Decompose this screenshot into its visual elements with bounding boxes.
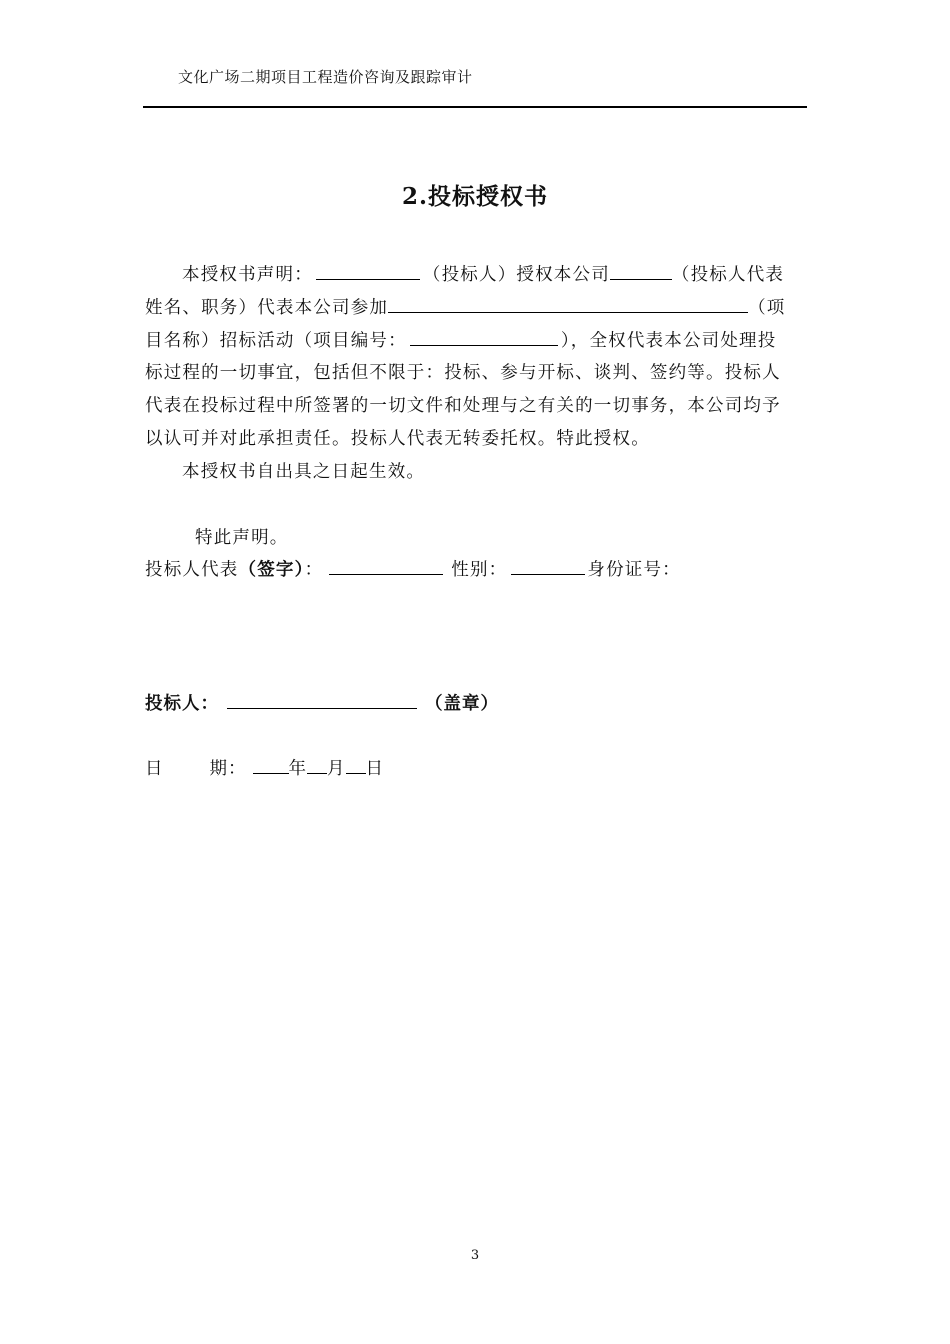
- year-label: 年: [288, 759, 307, 779]
- project-name-blank: [388, 294, 748, 313]
- body-text: （项: [748, 297, 786, 318]
- gender-label: 性别：: [451, 560, 508, 580]
- body-line-4: 标过程的一切事宜，包括但不限于：投标、参与开标、谈判、签约等。投标人: [145, 363, 781, 384]
- id-number-label: 身份证号：: [587, 560, 681, 580]
- seal-hint: （盖章）: [425, 694, 499, 714]
- body-text: （投标人）授权本公司: [422, 265, 610, 285]
- header-divider: [143, 106, 807, 108]
- date-label-period: 期：: [209, 759, 247, 779]
- body-text: 目名称）招标活动（项目编号：: [145, 330, 407, 351]
- representative-line: [145, 556, 681, 581]
- body-line-1: [145, 259, 795, 292]
- representative-label: 投标人代表: [145, 560, 239, 580]
- body-line-7: 本授权书自出具之日起生效。: [182, 461, 426, 482]
- day-label: 日: [365, 759, 384, 779]
- bidder-line: [145, 690, 499, 715]
- month-blank: [307, 755, 327, 774]
- authorization-body: [145, 259, 795, 489]
- document-title: 2.投标授权书: [401, 183, 548, 210]
- date-label-day: 日: [145, 759, 164, 779]
- project-number-blank: [410, 327, 558, 346]
- body-line-3: [145, 325, 795, 358]
- page-header-text: 文化广场二期项目工程造价咨询及跟踪审计: [178, 68, 473, 86]
- representative-blank: [610, 261, 672, 280]
- body-line-5: 代表在投标过程中所签署的一切文件和处理与之有关的一切事务，本公司均予: [145, 396, 781, 417]
- year-blank: [253, 755, 289, 774]
- month-label: 月: [327, 759, 346, 779]
- bidder-label: 投标人：: [145, 694, 219, 714]
- day-blank: [346, 755, 366, 774]
- date-line: [145, 755, 384, 780]
- gender-blank: [511, 556, 585, 575]
- bidder-name-blank: [316, 261, 420, 280]
- body-line-2: [145, 292, 795, 325]
- page-number: 3: [470, 1248, 480, 1263]
- body-text: ），全权代表本公司处理投: [560, 330, 777, 351]
- declaration: 特此声明。: [195, 528, 289, 548]
- signature-hint: （签字）: [238, 560, 305, 580]
- bidder-seal-blank: [227, 690, 417, 709]
- statement-intro: 本授权书声明：: [182, 265, 313, 285]
- colon: ：: [304, 560, 324, 580]
- body-text: 姓名、职务）代表本公司参加: [145, 297, 389, 318]
- body-line-6: 以认可并对此承担责任。投标人代表无转委托权。特此授权。: [145, 428, 650, 449]
- body-text: （投标人代表: [671, 265, 785, 285]
- signature-blank: [329, 556, 443, 575]
